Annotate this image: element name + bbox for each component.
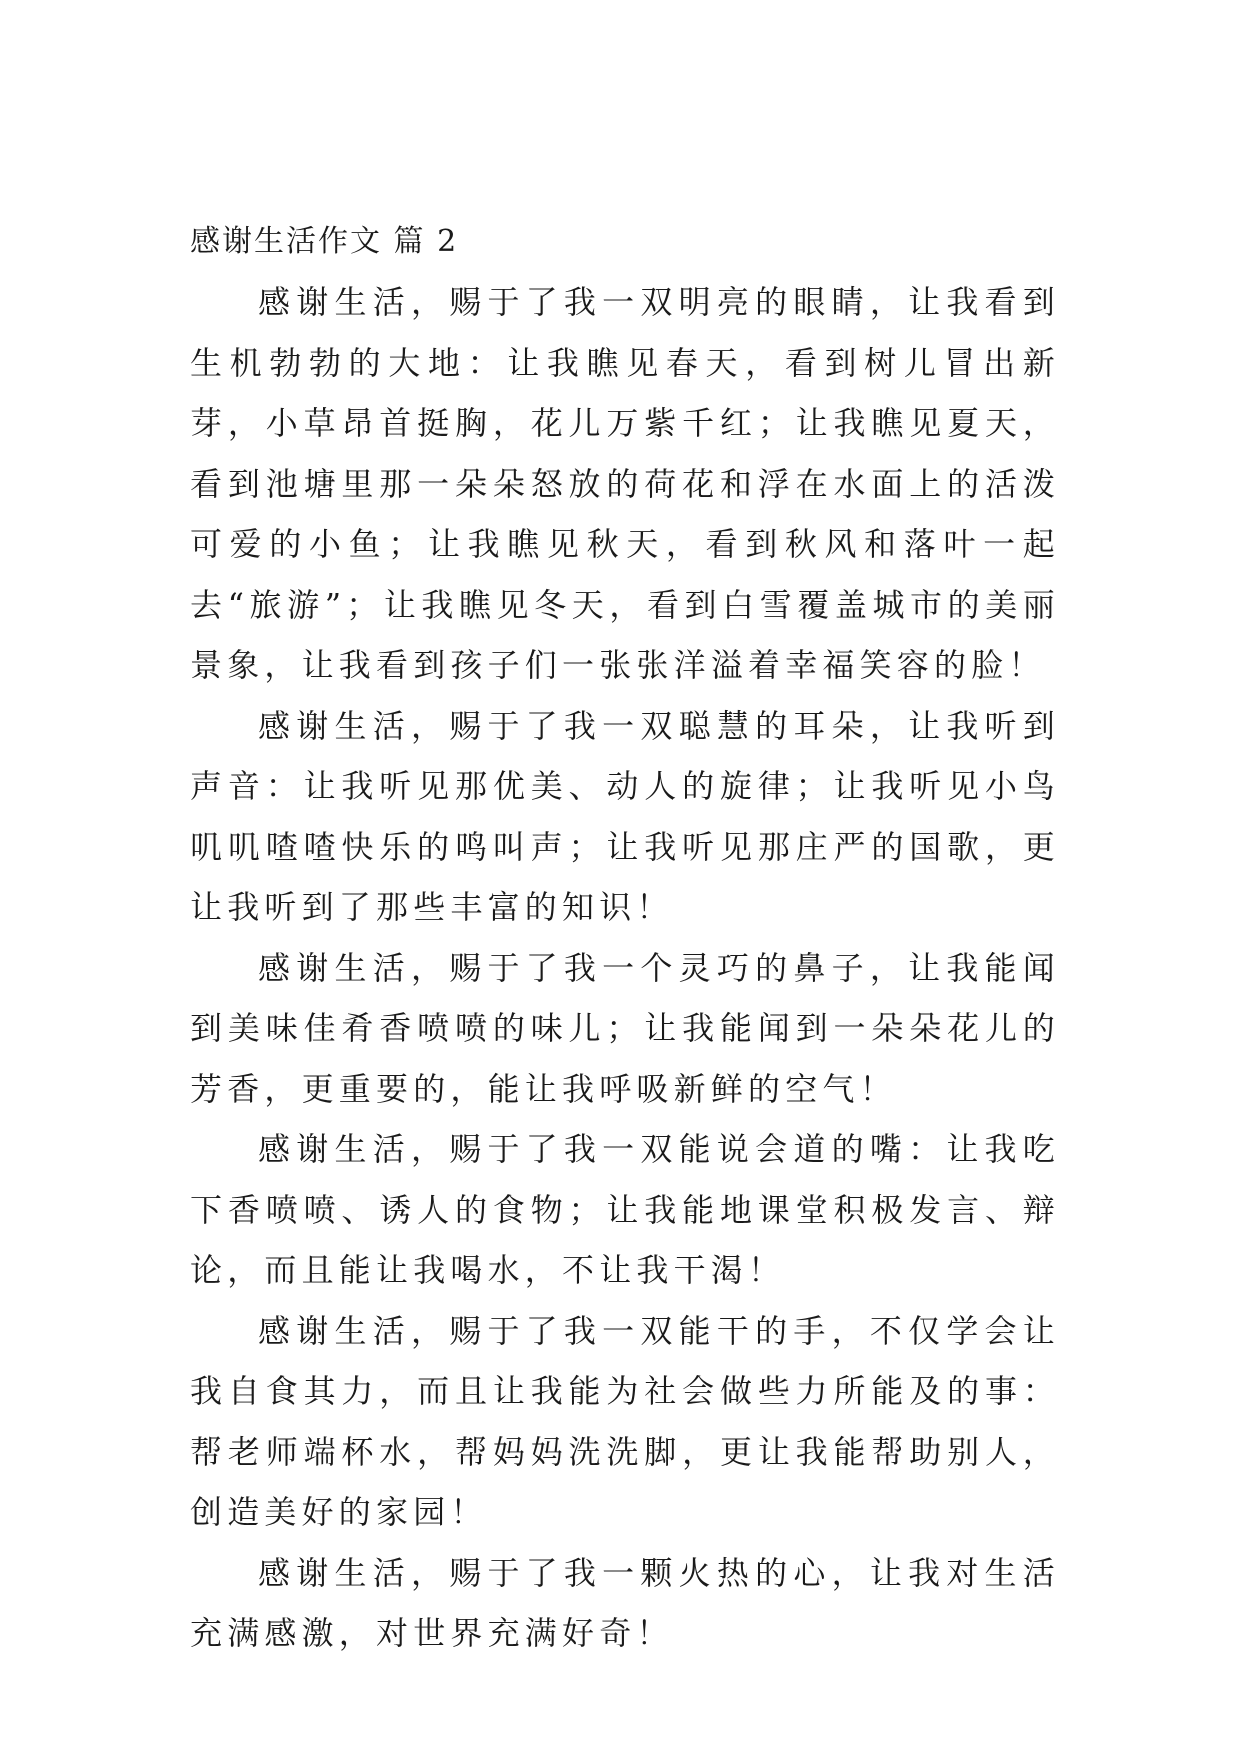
essay-title: 感谢生活作文 篇 2	[190, 224, 459, 259]
paragraph-nose: 感谢生活，赐于了我一个灵巧的鼻子，让我能闻到美味佳肴香喷喷的味儿；让我能闻到一朵朵花儿的芳香，更重要的，能让我呼吸新鲜的空气！	[190, 948, 1060, 1108]
paragraph-hands: 感谢生活，赐于了我一双能干的手，不仅学会让我自食其力，而且让我能为社会做些力所能及的事：帮老师端杯水，帮妈妈洗洗脚，更让我能帮助别人，创造美好的家园！	[190, 1311, 1060, 1531]
paragraph-mouth: 感谢生活，赐于了我一双能说会道的嘴：让我吃下香喷喷、诱人的食物；让我能地课堂积极发言、辩论，而且能让我喝水，不让我干渴！	[190, 1130, 1060, 1289]
paragraph-ears: 感谢生活，赐于了我一双聪慧的耳朵，让我听到声音：让我听见那优美、动人的旋律；让我听见小鸟叽叽喳喳快乐的鸣叫声；让我听见那庄严的国歌，更让我听到了那些丰富的知识！	[190, 706, 1060, 926]
essay-body	[190, 212, 1060, 1664]
paragraph-heart: 感谢生活，赐于了我一颗火热的心，让我对生活充满感激，对世界充满好奇！	[190, 1553, 1060, 1652]
paragraph-eyes: 感谢生活，赐于了我一双明亮的眼睛，让我看到生机勃勃的大地：让我瞧见春天，看到树儿冒出新芽，小草昂首挺胸，花儿万紫千红；让我瞧见夏天，看到池塘里那一朵朵怒放的荷花和浮在水面上的活泼可爱的小鱼；让我瞧见秋天，看到秋风和落叶一起去“旅游”；让我瞧见冬天，看到白雪覆盖城市的美丽景象，让我看到孩子们一张张洋溢着幸福笑容的脸！	[190, 283, 1060, 684]
